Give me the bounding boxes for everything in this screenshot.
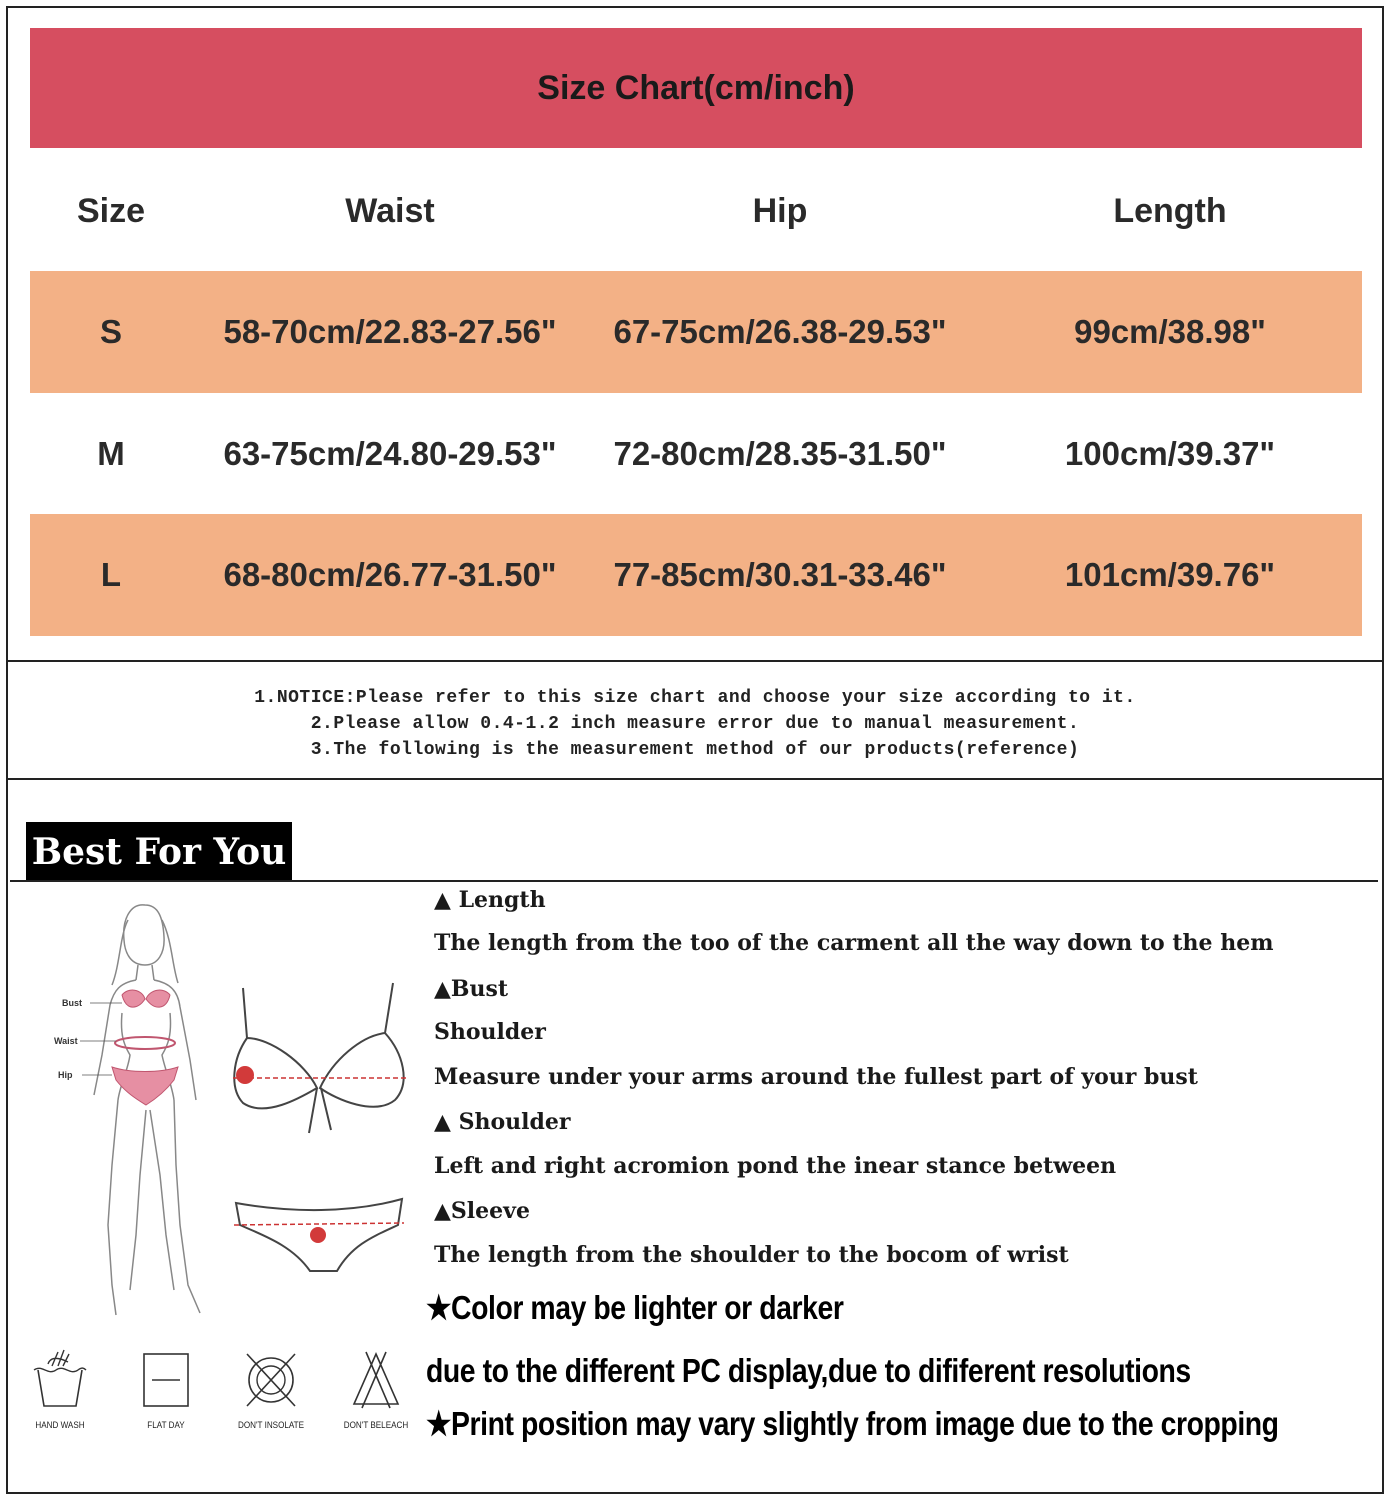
care-label: DON'T INSOLATE: [237, 1420, 305, 1430]
sleeve-description: The length from the shoulder to the bocom of wrist: [434, 1242, 1069, 1268]
care-flat-dry: [126, 1348, 206, 1430]
do-not-bleach-icon: [346, 1348, 406, 1410]
notice-line: 3.The following is the measurement method of our products(reference): [310, 740, 1080, 760]
hand-wash-icon: [30, 1348, 90, 1410]
bust-measure-description: Measure under your arms around the fullest part of your bust: [434, 1064, 1198, 1090]
care-label: HAND WASH: [35, 1420, 85, 1430]
length-cell: 100cm/39.37": [1064, 435, 1276, 472]
figure-label-bust: Bust: [62, 998, 82, 1008]
header-size: Size: [76, 191, 146, 230]
care-label: DON'T BELEACH: [343, 1420, 409, 1430]
length-title: ▲ Length: [434, 887, 546, 913]
figure-label-hip: Hip: [58, 1070, 73, 1080]
header-length: Length: [1113, 191, 1227, 230]
display-note: due to the different PC display,due to dififerent resolutions: [426, 1352, 1191, 1389]
shoulder-description: Left and right acromion pond the inear stance between: [434, 1153, 1117, 1179]
bikini-top-diagram: [225, 978, 415, 1138]
sleeve-title: ▲Sleeve: [434, 1198, 530, 1224]
figure-label-waist: Waist: [54, 1036, 78, 1046]
bikini-bottom-diagram: [232, 1195, 407, 1275]
best-for-you-heading: Best For You: [26, 822, 292, 882]
shoulder-title: ▲ Shoulder: [434, 1109, 571, 1135]
length-cell: 101cm/39.76": [1064, 556, 1276, 593]
care-do-not-insolate: [231, 1348, 311, 1430]
care-do-not-bleach: [336, 1348, 416, 1430]
header-waist: Waist: [345, 191, 435, 230]
waist-cell: 68-80cm/26.77-31.50": [223, 556, 557, 593]
care-hand-wash: [20, 1348, 100, 1430]
size-chart-title-bar: [30, 28, 1362, 148]
table-row: [30, 393, 1362, 515]
care-label: FLAT DAY: [147, 1420, 185, 1430]
hip-cell: 77-85cm/30.31-33.46": [613, 556, 947, 593]
table-row: [30, 514, 1362, 636]
size-cell: L: [100, 556, 122, 593]
size-cell: S: [99, 313, 122, 350]
bust-title: ▲Bust: [434, 976, 509, 1002]
waist-cell: 63-75cm/24.80-29.53": [223, 435, 557, 472]
size-cell: M: [97, 435, 125, 472]
size-chart-title: Size Chart(cm/inch): [537, 68, 855, 107]
table-header-row: [30, 150, 1362, 272]
hip-cell: 67-75cm/26.38-29.53": [613, 313, 947, 350]
notice-line: 2.Please allow 0.4-1.2 inch measure error due to manual measurement.: [310, 714, 1080, 734]
divider: [10, 880, 1378, 882]
print-note: ★Print position may vary slightly from image due to the cropping: [426, 1405, 1279, 1442]
color-note: ★Color may be lighter or darker: [426, 1289, 844, 1326]
model-figure-illustration: [50, 895, 220, 1325]
flat-dry-icon: [136, 1348, 196, 1410]
length-cell: 99cm/38.98": [1074, 313, 1266, 350]
hip-cell: 72-80cm/28.35-31.50": [613, 435, 947, 472]
notice-line: 1.NOTICE:Please refer to this size chart and choose your size according to it.: [254, 688, 1136, 708]
length-description: The length from the too of the carment all the way down to the hem: [434, 930, 1274, 956]
table-row: [30, 271, 1362, 393]
do-not-tumble-icon: [241, 1348, 301, 1410]
waist-cell: 58-70cm/22.83-27.56": [223, 313, 557, 350]
header-hip: Hip: [752, 191, 808, 230]
bust-description: Shoulder: [434, 1019, 546, 1045]
notice-box: [6, 660, 1384, 780]
